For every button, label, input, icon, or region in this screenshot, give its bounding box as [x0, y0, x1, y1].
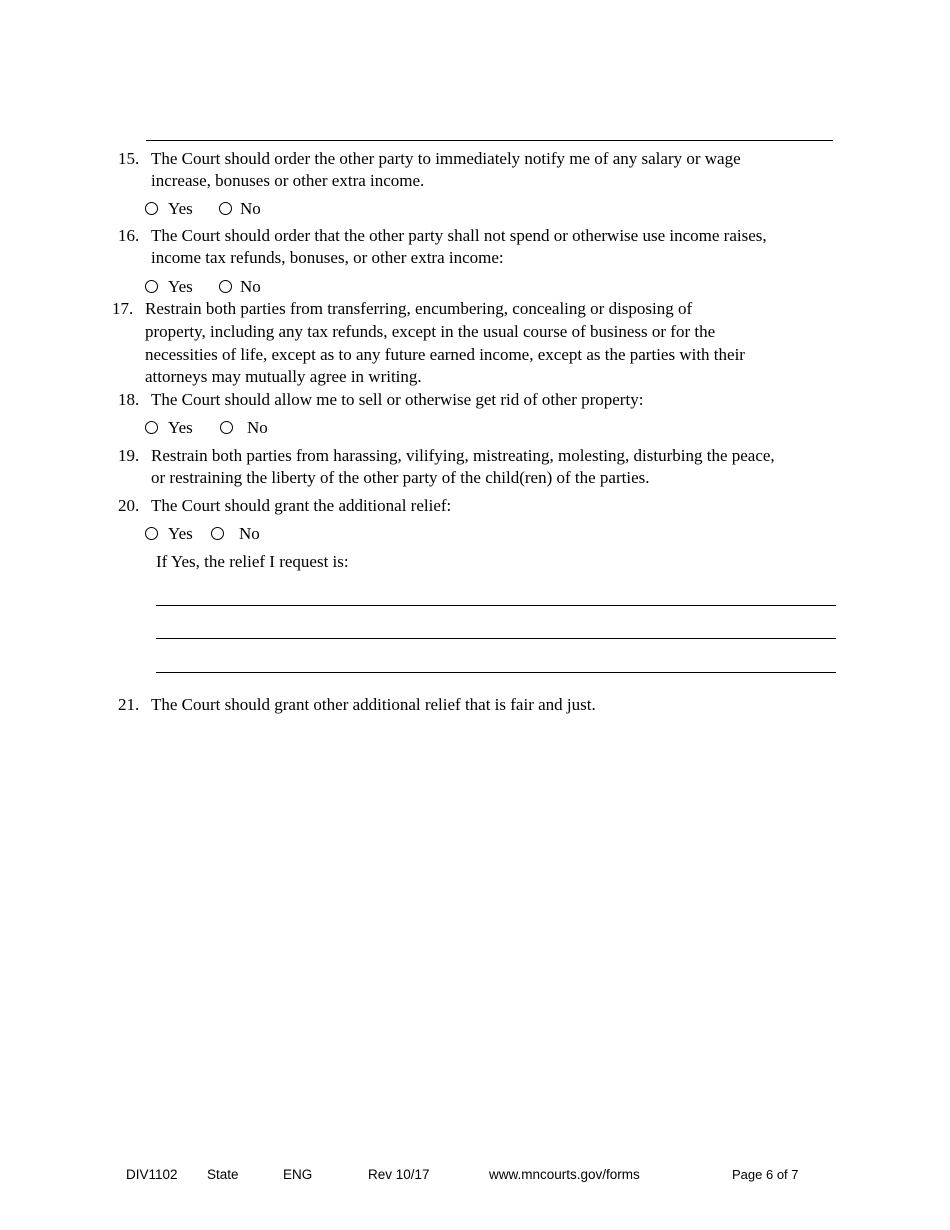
item-number: 15. [118, 149, 140, 168]
item-number: 20. [118, 496, 140, 515]
item-number: 18. [118, 390, 140, 409]
if-yes-prompt: If Yes, the relief I request is: [156, 552, 349, 571]
yes-label: Yes [168, 199, 193, 218]
yes-label: Yes [168, 524, 193, 543]
item-text-line: attorneys may mutually agree in writing. [145, 367, 422, 386]
item-text-line: necessities of life, except as to any future earned income, except as the parties with their [145, 345, 745, 364]
no-label: No [240, 277, 261, 296]
item-text-line: or restraining the liberty of the other party of the child(ren) of the parties. [151, 468, 650, 487]
item-number: 21. [118, 695, 140, 714]
item-text-line: The Court should grant other additional relief that is fair and just. [151, 695, 596, 714]
yes-radio-button[interactable] [145, 202, 158, 215]
item-number: 17. [112, 299, 134, 318]
footer-language: ENG [283, 1167, 313, 1182]
yes-label: Yes [168, 277, 193, 296]
yes-radio-button[interactable] [145, 280, 158, 293]
no-label: No [240, 199, 261, 218]
yes-radio-button[interactable] [145, 421, 158, 434]
item-number: 16. [118, 226, 140, 245]
item-text-line: The Court should grant the additional relief: [151, 496, 452, 515]
no-radio-button[interactable] [211, 527, 224, 540]
item-text-line: income tax refunds, bonuses, or other extra income: [151, 248, 504, 267]
relief-input-line-3[interactable] [156, 672, 836, 673]
footer-page-number: Page 6 of 7 [732, 1167, 799, 1182]
relief-input-line-2[interactable] [156, 638, 836, 639]
item-text-line: The Court should order the other party to immediately notify me of any salary or wage [151, 149, 741, 168]
item-text-line: The Court should order that the other party shall not spend or otherwise use income raises, [151, 226, 767, 245]
top-divider [146, 140, 833, 141]
item-text-line: property, including any tax refunds, except in the usual course of business or for the [145, 322, 716, 341]
item-text-line: increase, bonuses or other extra income. [151, 171, 425, 190]
item-text-line: Restrain both parties from harassing, vilifying, mistreating, molesting, disturbing the peace, [151, 446, 775, 465]
relief-input-line-1[interactable] [156, 605, 836, 606]
no-label: No [247, 418, 268, 437]
yes-label: Yes [168, 418, 193, 437]
no-radio-button[interactable] [219, 280, 232, 293]
footer-form-id: DIV1102 [126, 1167, 178, 1182]
item-number: 19. [118, 446, 140, 465]
footer-jurisdiction: State [207, 1167, 239, 1182]
footer-website-link[interactable]: www.mncourts.gov/forms [489, 1167, 640, 1182]
no-radio-button[interactable] [220, 421, 233, 434]
item-text-line: The Court should allow me to sell or otherwise get rid of other property: [151, 390, 644, 409]
item-text-line: Restrain both parties from transferring, encumbering, concealing or disposing of [145, 299, 693, 318]
yes-radio-button[interactable] [145, 527, 158, 540]
no-radio-button[interactable] [219, 202, 232, 215]
footer-revision: Rev 10/17 [368, 1167, 430, 1182]
no-label: No [239, 524, 260, 543]
